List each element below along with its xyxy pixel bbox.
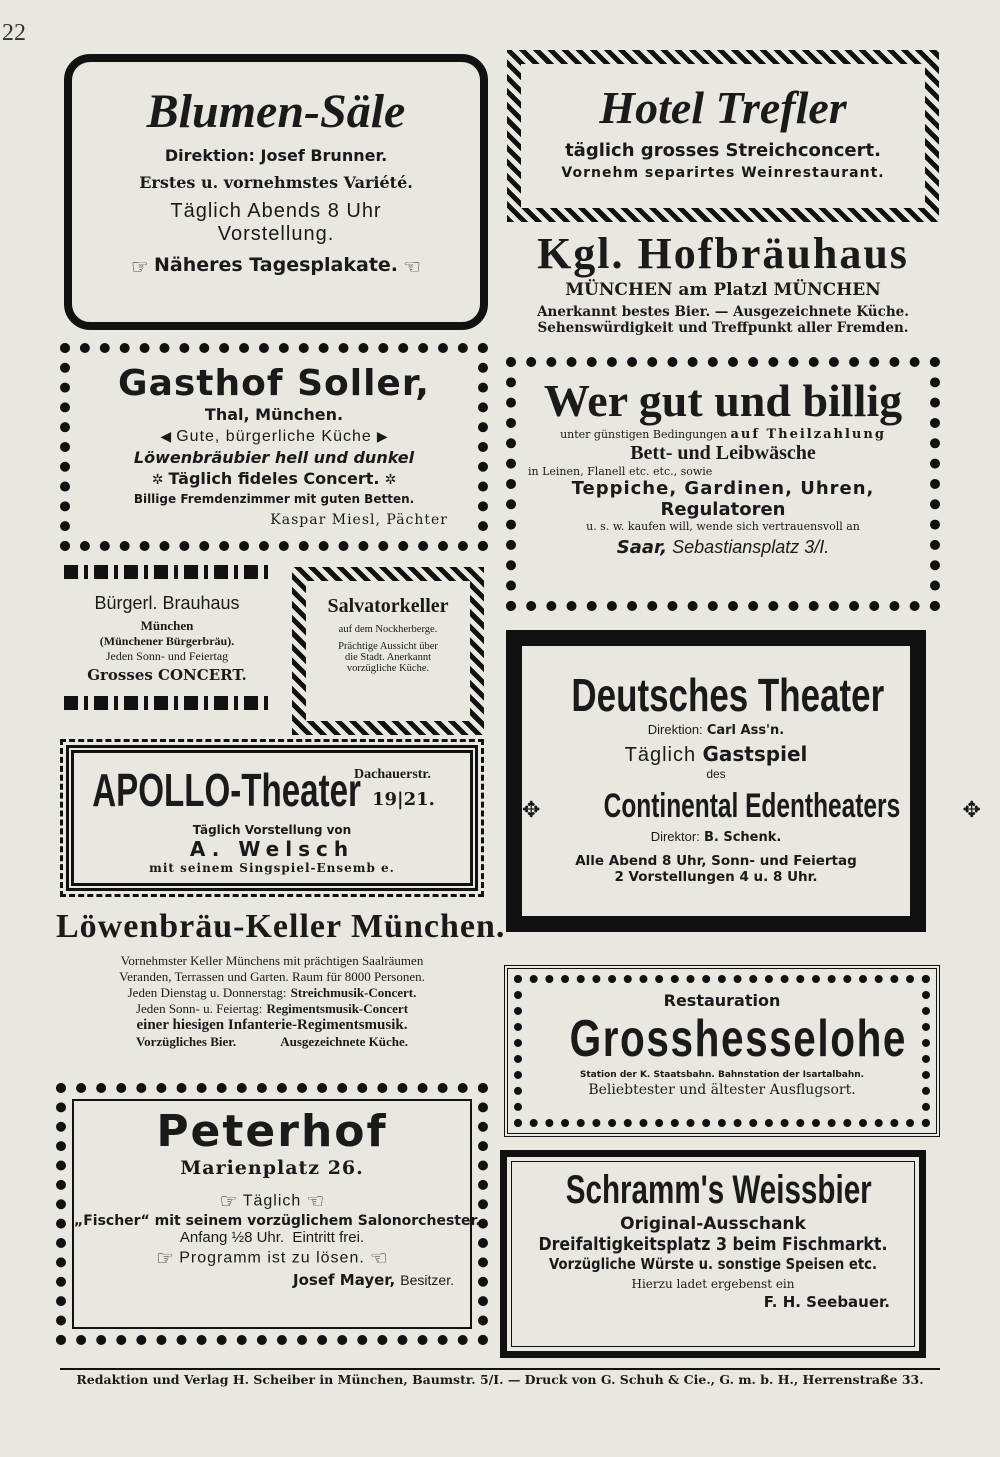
ad-wergut-address-row (516, 537, 930, 558)
ad-hotel-trefler (507, 50, 939, 222)
ad-wergut-address-b: Sebastiansplatz 3/I. (672, 537, 830, 557)
ad-apollo-title-row (74, 759, 470, 823)
ornament-bar-top (64, 565, 270, 579)
ad-hofbraeuhaus-title: Kgl. Hofbräuhaus (537, 229, 909, 278)
ad-apollo-name: A. Welsch (189, 837, 355, 861)
arrow-right-icon: ▶ (376, 429, 388, 445)
ornament-icon: ✥ (522, 798, 541, 823)
ad-blumen-more: Näheres Tagesplakate. (153, 254, 399, 276)
ad-schramm-signature: F. H. Seebauer. (763, 1293, 890, 1311)
ad-wergut-address-a: Saar, (616, 537, 668, 558)
ad-deutsches-times-2: 2 Vorstellungen 4 u. 8 Uhr. (614, 869, 818, 885)
ad-buergerl-title: Bürgerl. Brauhaus (94, 593, 240, 613)
ad-schramm-title: Schramm's Weissbier (565, 1168, 872, 1212)
ad-blumen-tagline: Erstes u. vornehmstes Variété. (139, 173, 413, 192)
ad-wergut-line-1a: unter günstigen Bedingungen (560, 428, 727, 441)
ad-schramms-weissbier (500, 1150, 926, 1358)
star-icon: ✲ (151, 472, 164, 488)
ad-salvator-line-4: vorzügliche Küche. (346, 663, 430, 674)
ad-wergut-line-4: Teppiche, Gardinen, Uhren, (571, 478, 875, 499)
ad-deutsches-daily-b: Gastspiel (702, 742, 808, 766)
ad-loewen-line-6-row (56, 1034, 488, 1050)
ad-buergerl-line-2: (Münchener Bürgerbräu). (99, 634, 235, 648)
ad-blumen-more-row (72, 254, 480, 279)
pointing-hand-right-icon: ☞ (156, 1246, 175, 1270)
ad-peterhof-program-row (74, 1246, 470, 1270)
ad-deutsches-director-b: B. Schenk. (703, 830, 782, 845)
ad-buergerl-brauhaus (60, 565, 274, 737)
ad-buergerl-line-1: München (140, 618, 194, 633)
ad-loewenbraeu-keller (56, 905, 506, 1083)
ad-soller-title: Gasthof Soller, (118, 363, 430, 404)
ad-loewen-line-4b: Regimentsmusik-Concert (266, 1001, 409, 1016)
ad-salvator-line-3: die Stadt. Anerkannt (344, 652, 432, 663)
ad-deutsches-daily-a: Täglich (624, 744, 697, 766)
ad-deutsches-times-1: Alle Abend 8 Uhr, Sonn- und Feiertag (575, 853, 857, 869)
ad-loewen-line-2: Veranden, Terrassen und Garten. Raum für 8000 Personen. (119, 969, 425, 984)
ad-wergut-title: Wer gut und billig (543, 375, 903, 426)
ad-buergerl-line-3: Jeden Sonn- und Feiertag (105, 649, 229, 663)
ad-apollo-title: APOLLO-Theater (92, 764, 361, 816)
ad-hofbraeuhaus (505, 228, 941, 348)
pointing-hand-right-icon: ☞ (219, 1189, 238, 1213)
ad-schramm-line-4: Hierzu ladet ergebenst ein (631, 1277, 795, 1291)
ad-peterhof-inner (72, 1099, 481, 1329)
ad-blumen-show-1: Täglich Abends 8 Uhr (170, 200, 382, 222)
ad-wergut-line-2: Bett- und Leibwäsche (630, 442, 816, 464)
ad-soller-rooms: Billige Fremdenzimmer mit guten Betten. (133, 492, 415, 506)
ad-trefler-title: Hotel Trefler (599, 82, 847, 133)
ad-hofbraeuhaus-place: MÜNCHEN am Platzl MÜNCHEN (565, 280, 881, 300)
pointing-hand-left-icon: ☜ (306, 1189, 325, 1213)
ad-deutsches-daily-row (522, 742, 910, 767)
ad-peterhof-start: Anfang ½8 Uhr. Eintritt frei. (179, 1229, 365, 1246)
ornament-icon: ✥ (962, 798, 981, 823)
pointing-hand-left-icon: ☜ (369, 1246, 388, 1270)
star-icon: ✲ (384, 472, 397, 488)
ad-deutsches-company: Continental Edentheaters (603, 787, 900, 825)
ad-wer-gut-und-billig (506, 357, 940, 611)
ad-peterhof-owner-a: Josef Mayer, (293, 1271, 396, 1289)
ad-salvator-title: Salvatorkeller (327, 595, 449, 617)
ad-peterhof-address: Marienplatz 26. (180, 1157, 364, 1179)
ad-loewen-line-3-row (56, 985, 488, 1001)
ad-deutsches-director-a: Direktor: (650, 829, 700, 844)
ad-loewen-line-3a: Jeden Dienstag u. Donnerstag: (127, 985, 287, 1000)
ad-loewen-title: Löwenbräu-Keller München. (56, 908, 506, 945)
ad-trefler-line-2: Vornehm separirtes Weinrestaurant. (561, 165, 885, 181)
ad-soller-concert: Täglich fideles Concert. (168, 469, 380, 488)
ad-grosshesselohe-line-1: Station der K. Staatsbahn. Bahnstation der Isartalbahn. (579, 1070, 865, 1080)
ad-apollo-line-1: Täglich Vorstellung von (192, 823, 352, 837)
ad-peterhof-program: Programm ist zu lösen. (179, 1249, 365, 1267)
ad-hofbraeuhaus-line-2: Sehenswürdigkeit und Treffpunkt aller Fremden. (537, 320, 909, 336)
ad-peterhof-title: Peterhof (156, 1106, 388, 1157)
ad-apollo-street: Dachauerstr. (354, 767, 431, 782)
ad-buergerl-line-4: Grosses CONCERT. (87, 666, 247, 684)
ad-grosshesselohe-title: Grosshesselohe (569, 1010, 908, 1068)
ad-salvator-line-1: auf dem Nockherberge. (338, 624, 438, 635)
ad-peterhof (56, 1083, 488, 1345)
ad-soller-owner: Kaspar Miesl, Pächter (270, 512, 448, 528)
ad-apollo-theater (66, 745, 478, 891)
ad-wergut-line-6: u. s. w. kaufen will, wende sich vertrauensvoll an (586, 520, 860, 533)
ad-loewen-line-5: einer hiesigen Infanterie-Regimentsmusik. (136, 1017, 408, 1033)
ad-gasthof-soller (60, 343, 488, 551)
ad-schramm-line-3: Vorzügliche Würste u. sonstige Speisen etc. (549, 1255, 877, 1273)
ornament-bar-bottom (64, 696, 270, 710)
ad-deutsches-direction-b: Carl Ass'n. (706, 723, 785, 738)
ad-blumen-show-2: Vorstellung. (217, 223, 335, 245)
ad-deutsches-theater (506, 630, 981, 932)
ad-soller-concert-row (70, 469, 478, 488)
ad-salvatorkeller (292, 567, 484, 735)
pointing-hand-right-icon: ☞ (130, 254, 149, 279)
ad-peterhof-daily: Täglich (242, 1192, 302, 1210)
ad-blumen-direction: Direktion: Josef Brunner. (164, 146, 388, 165)
ad-schramm-inner (511, 1161, 915, 1347)
pointing-hand-left-icon: ☜ (403, 254, 422, 279)
ad-schramm-line-1: Original-Ausschank (620, 1214, 806, 1234)
ad-peterhof-band: „Fischer“ mit seinem vorzüglichem Salonorchester. (74, 1213, 481, 1229)
ad-soller-kitchen: Gute, bürgerliche Küche (176, 428, 372, 445)
ad-grosshesselohe-line-2: Beliebtester und ältester Ausflugsort. (588, 1082, 856, 1098)
ad-deutsches-direction-row (522, 722, 910, 738)
ad-salvator-line-2: Prächtige Aussicht über (338, 641, 438, 652)
ad-wergut-line-3: in Leinen, Flanell etc. etc., sowie (528, 465, 713, 478)
ad-loewen-line-6a: Vorzügliches Bier. (135, 1034, 237, 1049)
ad-loewen-line-1: Vornehmster Keller Münchens mit prächtigen Saalräumen (120, 953, 424, 968)
ad-apollo-line-2: mit seinem Singspiel-Ensemb e. (149, 861, 395, 875)
arrow-left-icon: ◀ (160, 429, 172, 445)
ad-schramm-line-2: Dreifaltigkeitsplatz 3 beim Fischmarkt. (538, 1234, 888, 1255)
imprint-footer: Redaktion und Verlag H. Scheiber in München, Baumstr. 5/I. — Druck von G. Schuh & Cie., G. m. b. H., Herrenstraße 33. (60, 1368, 940, 1387)
ad-hofbraeuhaus-line-1: Anerkannt bestes Bier. — Ausgezeichnete Küche. (537, 304, 909, 320)
ad-grosshesselohe (504, 965, 940, 1137)
ad-trefler-line-1: täglich grosses Streichconcert. (565, 140, 881, 161)
ad-loewen-line-3b: Streichmusik-Concert. (290, 985, 417, 1000)
ad-wergut-line-1b: auf Theilzahlung (730, 427, 886, 442)
ad-loewen-line-6b: Ausgezeichnete Küche. (280, 1034, 409, 1049)
ad-soller-kitchen-row (70, 426, 478, 446)
ad-deutsches-company-row (522, 787, 981, 827)
ad-peterhof-owner-b: Besitzer. (400, 1272, 454, 1288)
ad-loewen-line-4-row (56, 1001, 488, 1017)
ad-deutsches-des: des (706, 767, 726, 781)
ad-soller-beer: Löwenbräubier hell und dunkel (133, 448, 415, 467)
ad-deutsches-direction-a: Direktion: (647, 722, 703, 737)
ad-peterhof-owner-row (74, 1270, 470, 1289)
ad-soller-place: Thal, München. (204, 405, 344, 424)
ad-wergut-line-5: Regulatoren (660, 499, 786, 520)
ad-peterhof-daily-row (74, 1189, 470, 1213)
ad-apollo-number: 19|21. (372, 789, 435, 810)
ad-grosshesselohe-kicker: Restauration (663, 991, 781, 1010)
ad-wergut-line-1-row (516, 427, 930, 442)
ad-deutsches-title: Deutsches Theater (571, 669, 885, 721)
page-number: 22 (2, 20, 26, 46)
ad-blumen-saele (64, 54, 488, 330)
ad-blumen-title: Blumen-Säle (146, 85, 406, 138)
ad-loewen-line-4a: Jeden Sonn- u. Feiertag: (135, 1001, 263, 1016)
ad-grosshesselohe-inner (514, 975, 930, 1127)
ad-deutsches-director-row (522, 829, 910, 845)
